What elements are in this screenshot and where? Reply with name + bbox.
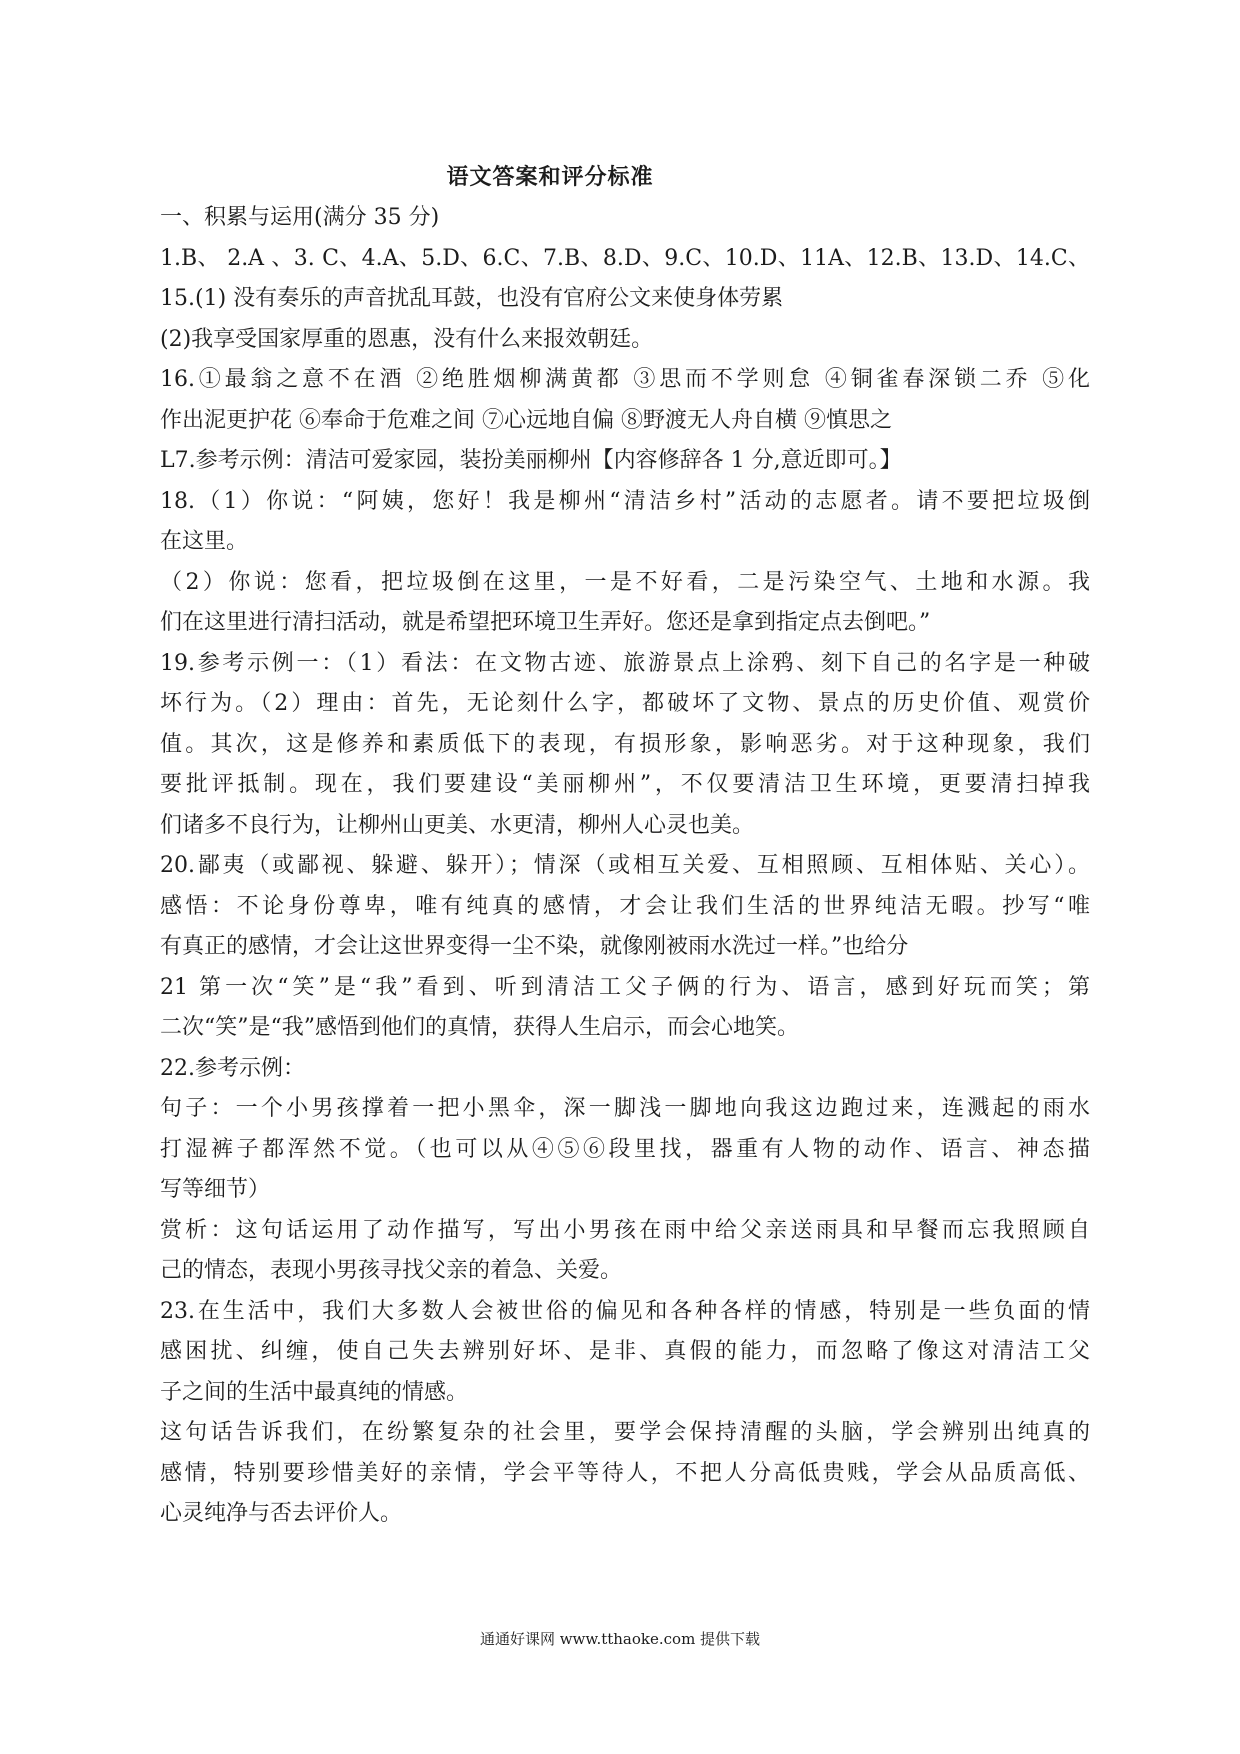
text-line: 值。其次，这是修养和素质低下的表现，有损形象，影响恶劣。对于这种现象，我们	[160, 731, 1090, 757]
answer-text-body	[160, 198, 1090, 1535]
text-line: 感情，特别要珍惜美好的亲情，学会平等待人，不把人分高低贵贱，学会从品质高低、	[160, 1460, 1090, 1486]
text-line: 要批评抵制。现在，我们要建设“美丽柳州”，不仅要清洁卫生环境，更要清扫掉我	[160, 772, 1090, 797]
text-line: （2）你说：您看，把垃圾倒在这里，一是不好看，二是污染空气、土地和水源。我	[160, 569, 1090, 595]
text-line: 19.参考示例一：（1）看法：在文物古迹、旅游景点上涂鸦、刻下自己的名字是一种破	[160, 650, 1090, 676]
text-line: 一、积累与运用(满分 35 分)	[160, 205, 440, 230]
text-line: 21 第一次“笑”是“我”看到、听到清洁工父子俩的行为、语言，感到好玩而笑；第	[160, 974, 1090, 1000]
text-line: 18.（1）你说：“阿姨，您好！我是柳州“清洁乡村”活动的志愿者。请不要把垃圾倒	[160, 488, 1090, 514]
text-line: L7.参考示例：清洁可爱家园，装扮美丽柳州【内容修辞各 1 分,意近即可。】	[160, 448, 902, 473]
text-line: 句子：一个小男孩撑着一把小黑伞，深一脚浅一脚地向我这边跑过来，连溅起的雨水	[160, 1096, 1090, 1121]
text-line: 二次“笑”是“我”感悟到他们的真情，获得人生启示，而会心地笑。	[160, 1015, 799, 1040]
text-line: 写等细节）	[160, 1177, 271, 1202]
answer-sheet-page	[160, 160, 1090, 1535]
text-line: 23.在生活中，我们大多数人会被世俗的偏见和各种各样的情感，特别是一些负面的情	[160, 1298, 1090, 1324]
text-line: 在这里。	[160, 529, 249, 554]
text-line: 心灵纯净与否去评价人。	[160, 1501, 403, 1526]
text-line: 15.(1) 没有奏乐的声音扰乱耳鼓，也没有官府公文来使身体劳累	[160, 286, 784, 311]
text-line: 打湿裤子都浑然不觉。（也可以从④⑤⑥段里找，器重有人物的动作、语言、神态描	[160, 1136, 1090, 1162]
text-line: 们诸多不良行为，让柳州山更美、水更清，柳州人心灵也美。	[160, 812, 755, 838]
text-line: 感悟：不论身份尊卑，唯有纯真的感情，才会让我们生活的世界纯洁无暇。抄写“唯	[160, 893, 1090, 919]
text-line: 这句话告诉我们，在纷繁复杂的社会里，要学会保持清醒的头脑，学会辨别出纯真的	[160, 1420, 1090, 1445]
text-line: (2)我享受国家厚重的恩惠，没有什么来报效朝廷。	[160, 326, 654, 352]
text-line: 感困扰、纠缠，使自己失去辨别好坏、是非、真假的能力，而忽略了像这对清洁工父	[160, 1339, 1090, 1364]
text-line: 作出泥更护花 ⑥奉命于危难之间 ⑦心远地自偏 ⑧野渡无人舟自横 ⑨慎思之	[160, 407, 892, 433]
text-line: 子之间的生活中最真纯的情感。	[160, 1379, 469, 1405]
text-line: 20.鄙夷（或鄙视、躲避、躲开）；情深（或相互关爱、互相照顾、互相体贴、关心）。	[160, 853, 1090, 878]
text-line: 们在这里进行清扫活动，就是希望把环境卫生弄好。您还是拿到指定点去倒吧。”	[160, 610, 931, 635]
document-title: 语文答案和评分标准	[446, 164, 654, 190]
text-line: 1.B、 2.A 、3. C、4.A、5.D、6.C、7.B、8.D、9.C、10.D、11A、12.B、13.D、14.C、	[160, 245, 1090, 271]
text-line: 22.参考示例：	[160, 1055, 305, 1081]
text-line: 赏析：这句话运用了动作描写，写出小男孩在雨中给父亲送雨具和早餐而忘我照顾自	[160, 1217, 1090, 1243]
text-line: 有真正的感情，才会让这世界变得一尘不染，就像刚被雨水洗过一样。”也给分	[160, 934, 909, 959]
text-line: 16.①最翁之意不在酒 ②绝胜烟柳满黄都 ③思而不学则怠 ④铜雀春深锁二乔 ⑤化	[160, 367, 1090, 392]
text-line: 坏行为。（2）理由：首先，无论刻什么字，都破坏了文物、景点的历史价值、观赏价	[160, 691, 1090, 716]
page-footer: 通通好课网 www.tthaoke.com 提供下载	[479, 1630, 761, 1648]
text-line: 己的情态，表现小男孩寻找父亲的着急、关爱。	[160, 1258, 623, 1283]
